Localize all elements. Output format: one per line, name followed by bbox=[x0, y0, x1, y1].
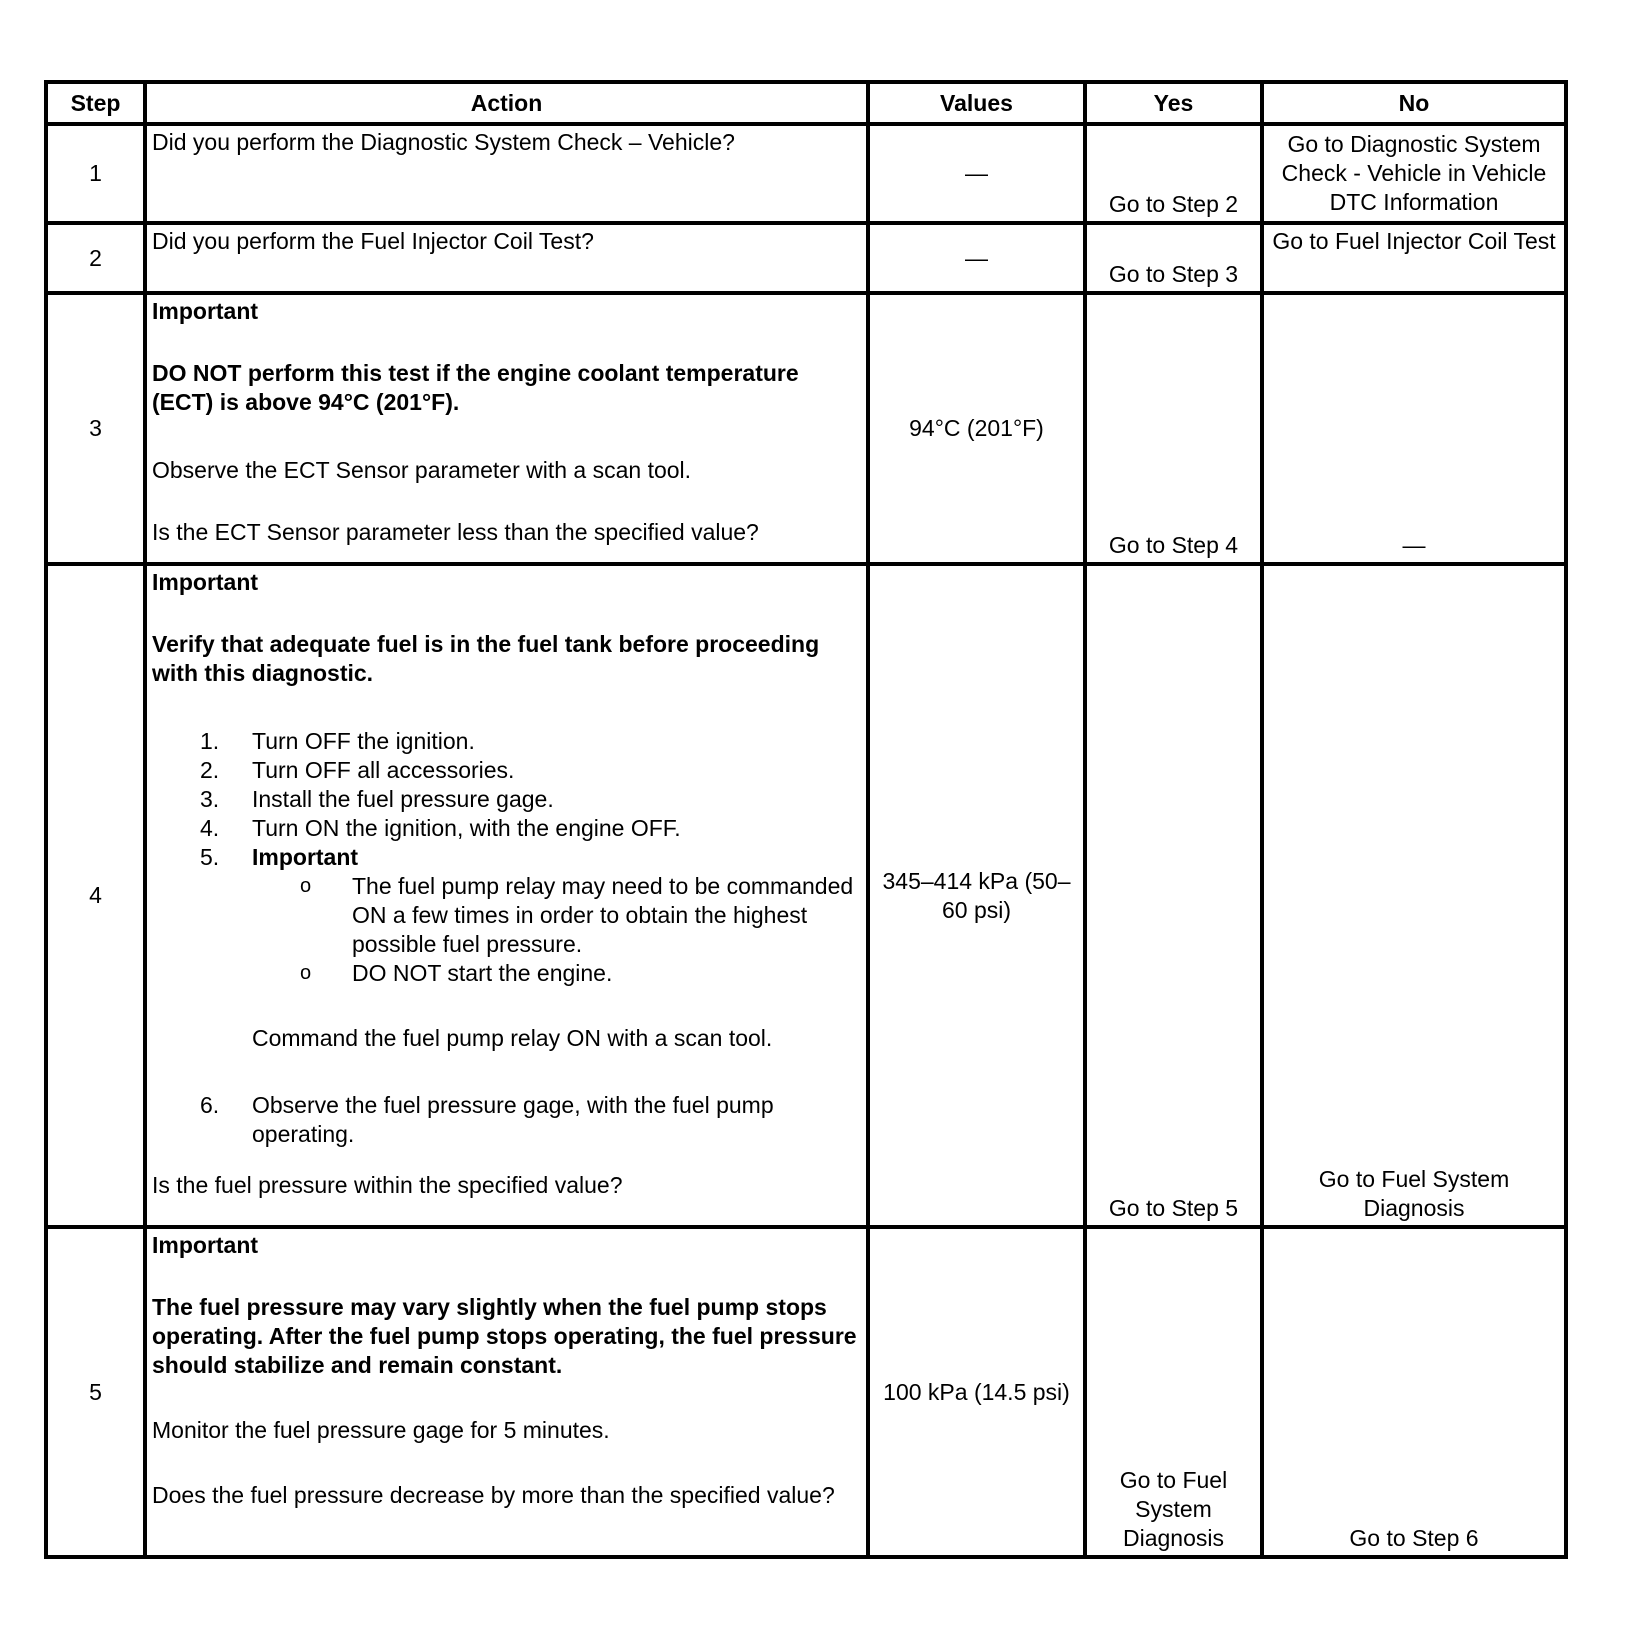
action-cell bbox=[145, 293, 868, 564]
list-item bbox=[252, 872, 861, 959]
yes-link[interactable]: Go to Step 4 bbox=[1085, 293, 1262, 564]
important-text: DO NOT perform this test if the engine coolant temperature (ECT) is above 94°C (201°F). bbox=[152, 360, 799, 415]
diagnostic-table bbox=[44, 80, 1568, 1559]
instruction-text: Monitor the fuel pressure gage for 5 minutes. bbox=[152, 1417, 610, 1443]
yes-link[interactable]: Go to Fuel System Diagnosis bbox=[1085, 1227, 1262, 1557]
question-text: Is the fuel pressure within the specified value? bbox=[152, 1172, 623, 1198]
list-text: Install the fuel pressure gage. bbox=[252, 786, 554, 812]
value-cell: 100 kPa (14.5 psi) bbox=[868, 1227, 1085, 1557]
value-cell: — bbox=[868, 223, 1085, 293]
step-number: 4 bbox=[46, 564, 145, 1227]
action-text: Did you perform the Diagnostic System Check – Vehicle? bbox=[145, 124, 868, 223]
list-text: DO NOT start the engine. bbox=[352, 960, 613, 986]
header-no: No bbox=[1262, 82, 1566, 124]
no-link[interactable]: Go to Diagnostic System Check - Vehicle in Vehicle DTC Information bbox=[1262, 124, 1566, 223]
important-label: Important bbox=[152, 569, 259, 595]
substep-list bbox=[152, 727, 861, 872]
header-action: Action bbox=[145, 82, 868, 124]
value-cell: — bbox=[868, 124, 1085, 223]
no-link: — bbox=[1262, 293, 1566, 564]
no-link[interactable]: Go to Fuel System Diagnosis bbox=[1262, 564, 1566, 1227]
step-number: 1 bbox=[46, 124, 145, 223]
yes-link[interactable]: Go to Step 5 bbox=[1085, 564, 1262, 1227]
header-yes: Yes bbox=[1085, 82, 1262, 124]
question-text: Is the ECT Sensor parameter less than the specified value? bbox=[152, 519, 759, 545]
list-number: 6. bbox=[200, 1092, 220, 1118]
table-row bbox=[46, 223, 1566, 293]
list-text: Turn OFF all accessories. bbox=[252, 757, 515, 783]
header-values: Values bbox=[868, 82, 1085, 124]
list-text: Observe the fuel pressure gage, with the fuel pump operating. bbox=[252, 1092, 774, 1147]
list-item bbox=[152, 785, 861, 814]
header-row bbox=[46, 82, 1566, 124]
list-number: 3. bbox=[200, 786, 220, 812]
no-link[interactable]: Go to Fuel Injector Coil Test bbox=[1262, 223, 1566, 293]
list-number: 1. bbox=[200, 728, 220, 754]
action-cell bbox=[145, 564, 868, 1227]
substep-list bbox=[152, 1091, 861, 1149]
step-number: 5 bbox=[46, 1227, 145, 1557]
bullet-marker: o bbox=[300, 875, 312, 897]
action-text: Did you perform the Fuel Injector Coil Test? bbox=[145, 223, 868, 293]
list-text: Important bbox=[252, 844, 359, 870]
list-number: 4. bbox=[200, 815, 220, 841]
step-number: 2 bbox=[46, 223, 145, 293]
command-text: Command the fuel pump relay ON with a scan tool. bbox=[252, 1025, 773, 1051]
list-item bbox=[152, 843, 861, 872]
bullet-marker: o bbox=[300, 962, 312, 984]
question-text: Does the fuel pressure decrease by more than the specified value? bbox=[152, 1482, 835, 1508]
table-row bbox=[46, 293, 1566, 564]
table-row bbox=[46, 564, 1566, 1227]
important-text: The fuel pressure may vary slightly when the fuel pump stops operating. After the fuel pump stops operating, the fuel pressure should stabilize and remain constant. bbox=[152, 1294, 857, 1378]
bullet-list bbox=[152, 872, 861, 988]
list-text: Turn OFF the ignition. bbox=[252, 728, 475, 754]
no-link[interactable]: Go to Step 6 bbox=[1262, 1227, 1566, 1557]
important-label: Important bbox=[152, 298, 259, 324]
step-number: 3 bbox=[46, 293, 145, 564]
yes-link[interactable]: Go to Step 2 bbox=[1085, 124, 1262, 223]
list-item bbox=[152, 727, 861, 756]
list-item bbox=[152, 1091, 861, 1149]
value-cell: 94°C (201°F) bbox=[868, 293, 1085, 564]
list-number: 2. bbox=[200, 757, 220, 783]
list-item bbox=[152, 814, 861, 843]
action-cell bbox=[145, 1227, 868, 1557]
list-item bbox=[252, 959, 861, 988]
list-text: Turn ON the ignition, with the engine OFF. bbox=[252, 815, 681, 841]
table-row bbox=[46, 1227, 1566, 1557]
table-row bbox=[46, 124, 1566, 223]
important-label: Important bbox=[152, 1232, 259, 1258]
instruction-text: Observe the ECT Sensor parameter with a scan tool. bbox=[152, 457, 692, 483]
list-text: The fuel pump relay may need to be commanded ON a few times in order to obtain the highest possible fuel pressure. bbox=[352, 873, 854, 957]
list-number: 5. bbox=[200, 844, 220, 870]
value-cell: 345–414 kPa (50–60 psi) bbox=[868, 564, 1085, 1227]
header-step: Step bbox=[46, 82, 145, 124]
important-text: Verify that adequate fuel is in the fuel tank before proceeding with this diagnostic. bbox=[152, 631, 820, 686]
yes-link[interactable]: Go to Step 3 bbox=[1085, 223, 1262, 293]
list-item bbox=[152, 756, 861, 785]
